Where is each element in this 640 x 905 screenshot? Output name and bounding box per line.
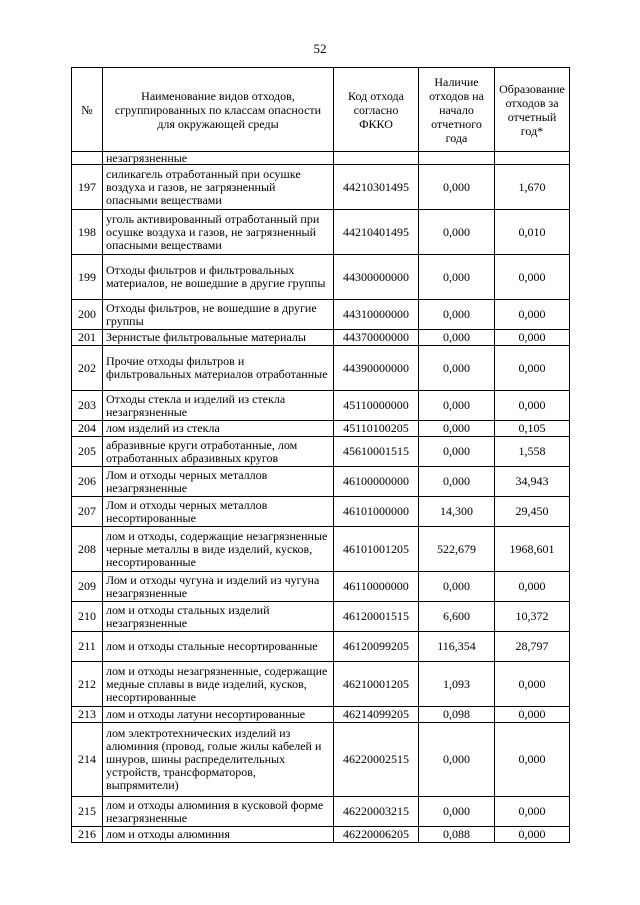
waste-name: силикагель отработанный при осушке воздуха и газов, не загрязненный опасными веществами <box>103 165 334 210</box>
formed-amount: 0,000 <box>495 707 570 723</box>
fkko-code: 46120001515 <box>334 602 419 632</box>
formed-amount: 10,372 <box>495 602 570 632</box>
table-row <box>72 330 570 346</box>
waste-name: лом и отходы латуни несортированные <box>103 707 334 723</box>
row-number: 215 <box>72 797 103 827</box>
table-row <box>72 572 570 602</box>
fkko-code: 46214099205 <box>334 707 419 723</box>
row-number: 214 <box>72 723 103 797</box>
continuation-row <box>72 152 570 165</box>
formed-amount: 0,000 <box>495 827 570 843</box>
fkko-code: 44310000000 <box>334 300 419 330</box>
formed-amount: 0,000 <box>495 300 570 330</box>
table-row <box>72 391 570 421</box>
formed-amount: 0,000 <box>495 797 570 827</box>
start-balance: 0,000 <box>419 572 495 602</box>
waste-name: лом и отходы стальные несортированные <box>103 632 334 662</box>
continuation-formed-cell <box>495 152 570 165</box>
waste-name: лом и отходы алюминия в кусковой форме незагрязненные <box>103 797 334 827</box>
fkko-code: 44210301495 <box>334 165 419 210</box>
row-number: 198 <box>72 210 103 255</box>
start-balance: 0,000 <box>419 330 495 346</box>
fkko-code: 45610001515 <box>334 437 419 467</box>
waste-name: лом и отходы, содержащие незагрязненные черные металлы в виде изделий, кусков, несортированные <box>103 527 334 572</box>
table-row <box>72 632 570 662</box>
fkko-code: 46101000000 <box>334 497 419 527</box>
page-number: 52 <box>313 41 327 56</box>
row-number: 200 <box>72 300 103 330</box>
row-number: 201 <box>72 330 103 346</box>
table-row <box>72 662 570 707</box>
waste-name: Лом и отходы черных металлов несортированные <box>103 497 334 527</box>
start-balance: 522,679 <box>419 527 495 572</box>
row-number: 213 <box>72 707 103 723</box>
row-number: 216 <box>72 827 103 843</box>
fkko-code: 46110000000 <box>334 572 419 602</box>
row-number: 206 <box>72 467 103 497</box>
fkko-code: 44210401495 <box>334 210 419 255</box>
waste-name: лом и отходы стальных изделий незагрязненные <box>103 602 334 632</box>
start-balance: 0,000 <box>419 421 495 437</box>
table-row <box>72 346 570 391</box>
fkko-code: 44390000000 <box>334 346 419 391</box>
row-number: 199 <box>72 255 103 300</box>
row-number: 205 <box>72 437 103 467</box>
start-balance: 14,300 <box>419 497 495 527</box>
continuation-start-cell <box>419 152 495 165</box>
fkko-code: 46220002515 <box>334 723 419 797</box>
start-balance: 0,000 <box>419 797 495 827</box>
header-fkko-code: Код отхода согласно ФККО <box>334 68 419 152</box>
continuation-code-cell <box>334 152 419 165</box>
row-number: 211 <box>72 632 103 662</box>
row-number: 210 <box>72 602 103 632</box>
table-body <box>72 152 570 843</box>
waste-name: Зернистые фильтровальные материалы <box>103 330 334 346</box>
formed-amount: 1,558 <box>495 437 570 467</box>
start-balance: 0,000 <box>419 437 495 467</box>
start-balance: 0,000 <box>419 165 495 210</box>
waste-name: лом электротехнических изделий из алюминия (провод, голые жилы кабелей и шнуров, шины распределительных устройств, трансформаторов, выпрямители) <box>103 723 334 797</box>
formed-amount: 0,000 <box>495 662 570 707</box>
formed-amount: 0,000 <box>495 572 570 602</box>
row-number: 202 <box>72 346 103 391</box>
waste-name: лом изделий из стекла <box>103 421 334 437</box>
waste-name: уголь активированный отработанный при осушке воздуха и газов, не загрязненный опасными веществами <box>103 210 334 255</box>
fkko-code: 46220006205 <box>334 827 419 843</box>
start-balance: 0,000 <box>419 346 495 391</box>
start-balance: 116,354 <box>419 632 495 662</box>
continuation-number-cell <box>72 152 103 165</box>
header-start-balance: Наличие отходов на начало отчетного года <box>419 68 495 152</box>
row-number: 207 <box>72 497 103 527</box>
formed-amount: 0,000 <box>495 330 570 346</box>
start-balance: 1,093 <box>419 662 495 707</box>
row-number: 208 <box>72 527 103 572</box>
table-row <box>72 602 570 632</box>
formed-amount: 1968,601 <box>495 527 570 572</box>
table-row <box>72 467 570 497</box>
row-number: 212 <box>72 662 103 707</box>
fkko-code: 45110000000 <box>334 391 419 421</box>
start-balance: 0,088 <box>419 827 495 843</box>
fkko-code: 46220003215 <box>334 797 419 827</box>
row-number: 197 <box>72 165 103 210</box>
continuation-text: незагрязненные <box>103 152 334 165</box>
table-row <box>72 707 570 723</box>
formed-amount: 0,010 <box>495 210 570 255</box>
table-row <box>72 300 570 330</box>
fkko-code: 46210001205 <box>334 662 419 707</box>
start-balance: 0,000 <box>419 391 495 421</box>
table-row <box>72 421 570 437</box>
start-balance: 0,000 <box>419 467 495 497</box>
formed-amount: 34,943 <box>495 467 570 497</box>
waste-name: Отходы фильтров, не вошедшие в другие группы <box>103 300 334 330</box>
formed-amount: 0,000 <box>495 346 570 391</box>
table-row <box>72 827 570 843</box>
table-row <box>72 437 570 467</box>
header-number: № <box>72 68 103 152</box>
start-balance: 0,000 <box>419 300 495 330</box>
fkko-code: 45110100205 <box>334 421 419 437</box>
fkko-code: 46101001205 <box>334 527 419 572</box>
row-number: 204 <box>72 421 103 437</box>
start-balance: 0,000 <box>419 210 495 255</box>
table-row <box>72 797 570 827</box>
header-formed-amount: Образование отходов за отчетный год* <box>495 68 570 152</box>
start-balance: 0,098 <box>419 707 495 723</box>
formed-amount: 0,105 <box>495 421 570 437</box>
table-header-row <box>72 68 570 152</box>
waste-name: Отходы фильтров и фильтровальных материалов, не вошедшие в другие группы <box>103 255 334 300</box>
waste-name: Лом и отходы черных металлов незагрязненные <box>103 467 334 497</box>
formed-amount: 0,000 <box>495 391 570 421</box>
waste-table <box>71 67 570 843</box>
formed-amount: 0,000 <box>495 723 570 797</box>
header-waste-name: Наименование видов отходов, сгруппированных по классам опасности для окружающей среды <box>103 68 334 152</box>
waste-name: лом и отходы алюминия <box>103 827 334 843</box>
table-row <box>72 165 570 210</box>
row-number: 209 <box>72 572 103 602</box>
formed-amount: 29,450 <box>495 497 570 527</box>
table-row <box>72 497 570 527</box>
table-row <box>72 527 570 572</box>
formed-amount: 28,797 <box>495 632 570 662</box>
row-number: 203 <box>72 391 103 421</box>
start-balance: 6,600 <box>419 602 495 632</box>
fkko-code: 44370000000 <box>334 330 419 346</box>
table-row <box>72 723 570 797</box>
fkko-code: 46120099205 <box>334 632 419 662</box>
start-balance: 0,000 <box>419 255 495 300</box>
start-balance: 0,000 <box>419 723 495 797</box>
waste-name: абразивные круги отработанные, лом отработанных абразивных кругов <box>103 437 334 467</box>
formed-amount: 1,670 <box>495 165 570 210</box>
formed-amount: 0,000 <box>495 255 570 300</box>
waste-name: Прочие отходы фильтров и фильтровальных материалов отработанные <box>103 346 334 391</box>
table-row <box>72 210 570 255</box>
waste-name: лом и отходы незагрязненные, содержащие медные сплавы в виде изделий, кусков, несортированные <box>103 662 334 707</box>
fkko-code: 44300000000 <box>334 255 419 300</box>
fkko-code: 46100000000 <box>334 467 419 497</box>
waste-name: Лом и отходы чугуна и изделий из чугуна незагрязненные <box>103 572 334 602</box>
waste-name: Отходы стекла и изделий из стекла незагрязненные <box>103 391 334 421</box>
table-row <box>72 255 570 300</box>
